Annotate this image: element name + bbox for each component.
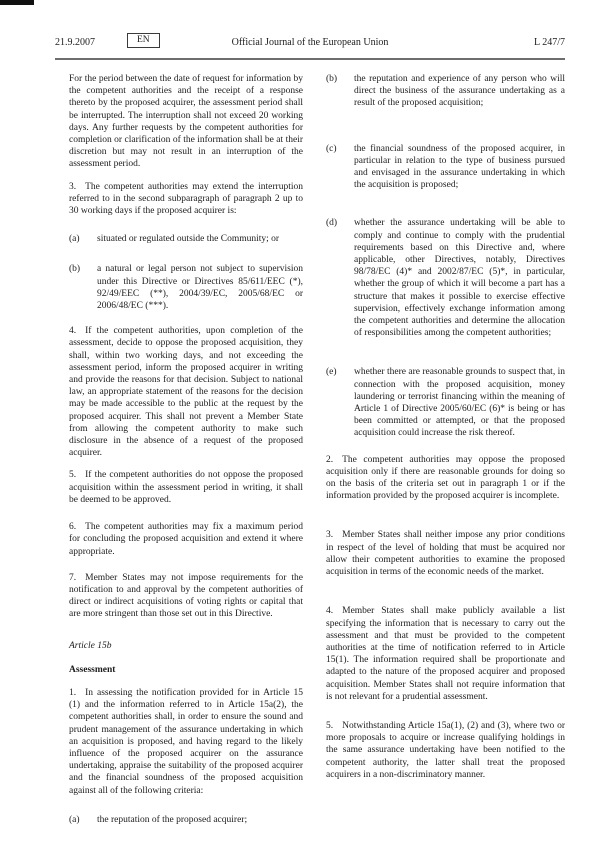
list-label: (a) <box>69 234 80 245</box>
list-text: the reputation and experience of any person who will direct the business of the assurance undertaking as a result of the proposed acquisition; <box>354 74 565 109</box>
list-text: the reputation of the proposed acquirer; <box>97 814 248 825</box>
paragraph-number: 5. <box>326 720 334 731</box>
list-label: (d) <box>326 218 338 229</box>
paragraph-5 <box>326 720 565 781</box>
list-label: (b) <box>69 264 81 275</box>
paragraph-number: 2. <box>326 454 334 465</box>
article-heading: Article 15b <box>69 640 112 651</box>
paragraph-number: 7. <box>69 572 77 583</box>
paragraph-6 <box>69 521 303 558</box>
paragraph-text: The competent authorities may extend the interruption referred to in the second subparagraph of paragraph 2 up to 30 working days if the proposed acquirer is: <box>69 181 303 217</box>
left-column <box>55 73 303 826</box>
list-text: situated or regulated outside the Community; or <box>97 234 280 245</box>
list-text: a natural or legal person not subject to supervision under this Directive or Directives 85/611/EEC (*), 92/49/EEC (**), 2004/39/EC, 2005/68/EC or 2006/48/EC (***). <box>97 264 303 312</box>
paragraph-text: Member States may not impose requirements for the notification to and approval by the competent authorities of direct or indirect acquisitions of voting rights or capital that are more stringent than those set out in this Directive. <box>69 572 303 620</box>
paragraph-number: 6. <box>69 522 77 533</box>
list-label: (c) <box>326 143 337 154</box>
list-item-b <box>326 73 565 110</box>
page-header <box>55 30 565 54</box>
section-heading: Assessment <box>69 664 116 675</box>
journal-page <box>55 30 565 826</box>
list-text: whether there are reasonable grounds to suspect that, in connection with the proposed acquisition, money laundering or terrorist financing within the meaning of Article 1 of Directive 2005/60/EC (6)* is being or has been committed or attempted, or that the proposed acquisition could increase the risk thereof. <box>354 367 565 439</box>
paragraph-3 <box>69 181 303 218</box>
paragraph-text: If the competent authorities do not oppose the proposed acquisition within the assessment period in writing, it shall be deemed to be approved. <box>69 470 303 505</box>
list-label: (e) <box>326 367 337 378</box>
paragraph-continuation: For the period between the date of request for information by the competent authorities and the receipt of a response thereto by the proposed acquirer, the assessment period shall be interrupted. The interruption shall not exceed 20 working days. Any further requests by the competent authorities for completion or clarification of the information shall be at their discretion but may not result in an interruption of the assessment period. <box>69 74 303 170</box>
paragraph-number: 4. <box>69 326 77 337</box>
list-text: whether the assurance undertaking will be able to comply and continue to comply with the prudential requirements based on this Directive and, where applicable, other Directives, notably, Directives 98/78/EC (4)* and 2002/87/EC (5)*, in particular, whether the group of which it will become a part has a structure that makes it possible to exercise effective supervision, effectively exchange information among the competent authorities and determine the allocation of responsibilities among the competent authorities; <box>354 218 565 339</box>
list-item-c <box>326 143 565 192</box>
paragraph-text: The competent authorities may fix a maximum period for concluding the proposed acquisition and extend it where appropriate. <box>69 522 303 557</box>
paragraph-number: 5. <box>69 470 77 481</box>
paragraph-number: 1. <box>69 687 77 698</box>
two-column-body <box>55 60 565 826</box>
list-item-a <box>69 814 303 826</box>
paragraph-number: 3. <box>69 181 77 192</box>
list-label: (b) <box>326 74 338 84</box>
paragraph-1 <box>69 687 303 797</box>
paragraph-5 <box>69 469 303 506</box>
paragraph-text: Member States shall make publicly available a list specifying the information that is necessary to carry out the assessment and that must be provided to the competent authorities at the time of notification referred to in Article 15(1). The information required shall be proportionate and adapted to the nature of the proposed acquirer and proposed acquisition. Member States shall not require information that is not relevant for a prudential assessment. <box>326 606 565 702</box>
paragraph-text: In assessing the notification provided for in Article 15 (1) and the information referred to in Article 15a(2), the competent authorities shall, in order to ensure the sound and prudent management of the assurance undertaking in which an acquisition is proposed, and having regard to the likely influence of the proposed acquirer on the assurance undertaking, appraise the suitability of the proposed acquirer and the financial soundness of the proposed acquisition against all of the following criteria: <box>69 687 303 796</box>
list-item-d <box>326 217 565 339</box>
list-item-b <box>69 263 303 312</box>
page-number: L 247/7 <box>533 37 565 48</box>
list-text: the financial soundness of the proposed acquirer, in particular in relation to the type of business pursued and envisaged in the assurance undertaking in which the acquisition is proposed; <box>354 143 565 191</box>
paragraph-3 <box>326 529 565 578</box>
journal-title: Official Journal of the European Union <box>231 37 389 48</box>
right-column <box>312 73 565 826</box>
issue-date: 21.9.2007 <box>55 37 95 48</box>
paragraph-7 <box>69 572 303 621</box>
language-badge: EN <box>127 33 160 48</box>
paragraph-text: The competent authorities may oppose the proposed acquisition only if there are reasonable grounds for doing so on the basis of the criteria set out in paragraph 1 or if the information provided by the proposed acquirer is incomplete. <box>326 454 565 502</box>
paragraph-text: Notwithstanding Article 15a(1), (2) and (3), where two or more proposals to acquire or increase qualifying holdings in the same assurance undertaking have been notified to the competent authority, the latter shall treat the proposed acquirers in a non-discriminatory manner. <box>326 720 565 780</box>
list-label: (a) <box>69 814 80 825</box>
paragraph-2 <box>326 454 565 503</box>
scan-edge-artifact <box>0 0 34 5</box>
paragraph-number: 4. <box>326 606 334 617</box>
paragraph-text: Member States shall neither impose any prior conditions in respect of the level of holding that must be acquired nor allow their competent authorities to examine the proposed acquisition in terms of the economic needs of the market. <box>326 530 565 578</box>
paragraph-4 <box>326 605 565 703</box>
paragraph-4 <box>69 325 303 459</box>
list-item-a <box>69 233 303 245</box>
paragraph-number: 3. <box>326 530 334 541</box>
paragraph-text: If the competent authorities, upon completion of the assessment, decide to oppose the proposed acquisition, they shall, within two working days, and not exceeding the assessment period, inform the proposed acquirer in writing and provide the reasons for that decision. Subject to national law, an appropriate statement of the reasons for the decision may be made accessible to the public at the request by the proposed acquirer. This shall not prevent a Member State from allowing the competent authority to make such disclosure in the absence of a request of the proposed acquirer. <box>69 326 303 459</box>
list-item-e <box>326 366 565 439</box>
